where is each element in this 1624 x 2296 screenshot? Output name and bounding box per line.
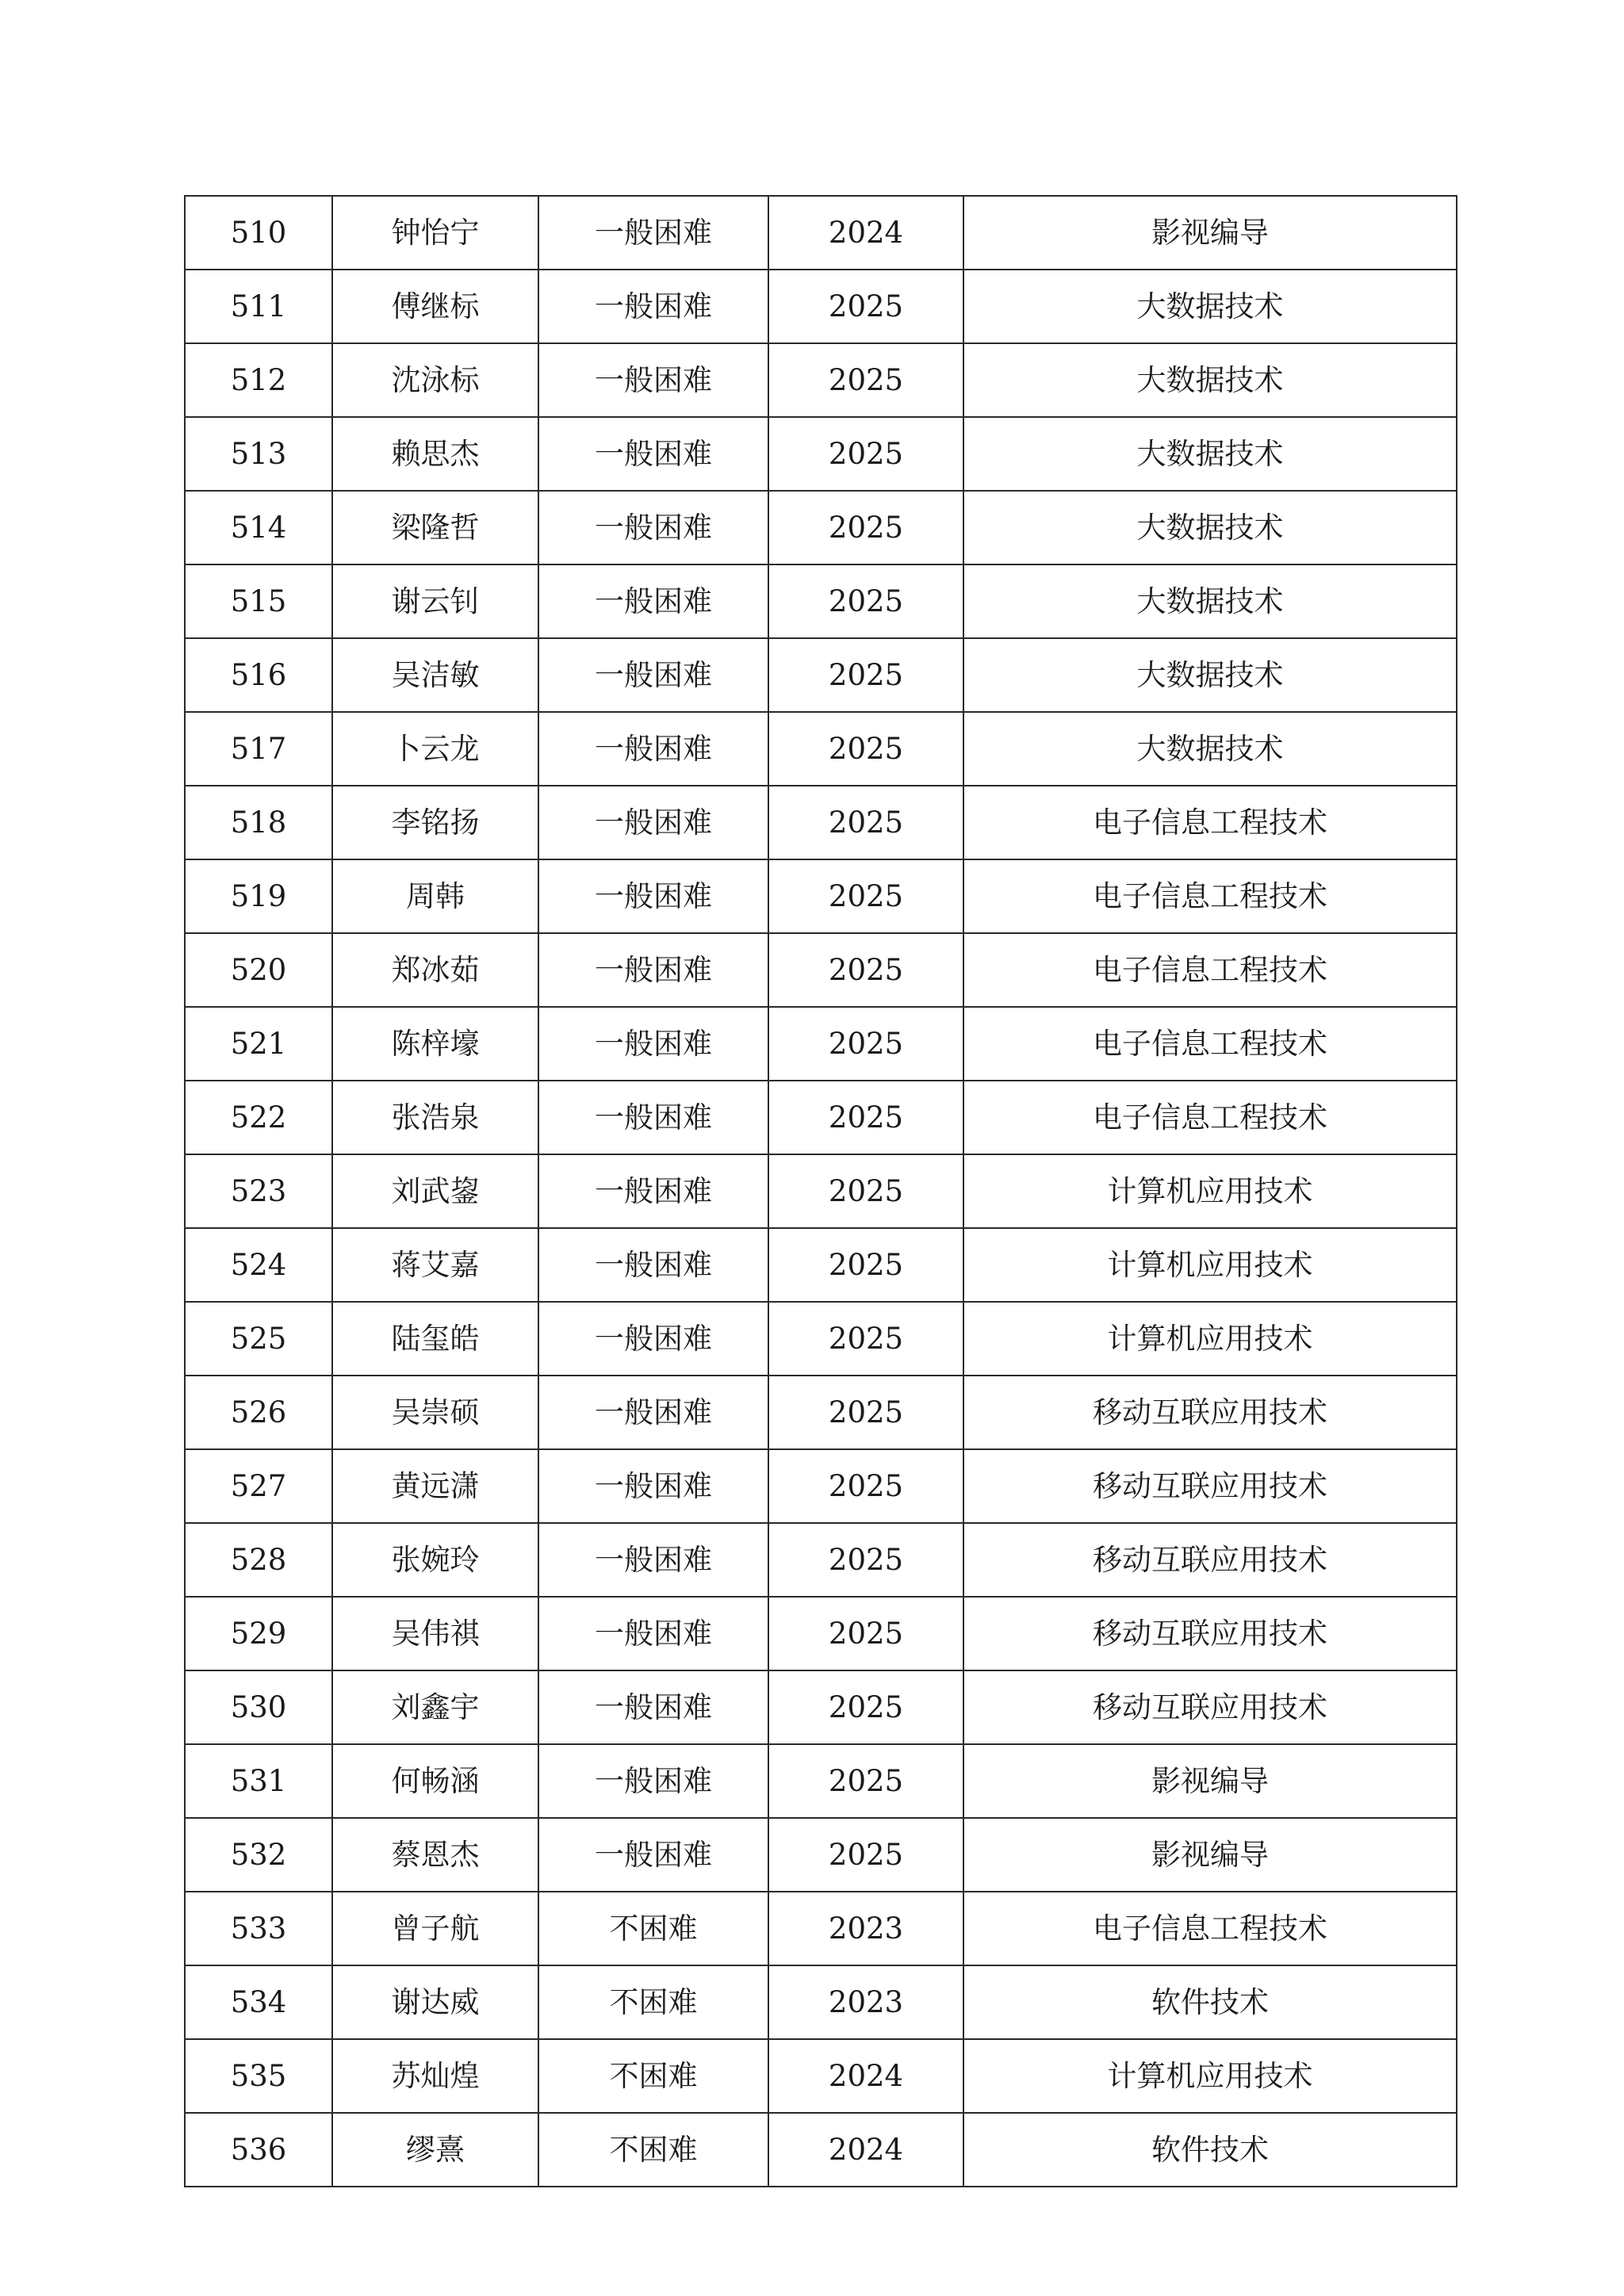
cell-major: 移动互联应用技术 <box>963 1449 1457 1523</box>
cell-level: 一般困难 <box>538 638 768 712</box>
cell-year: 2025 <box>768 1376 963 1449</box>
cell-no: 511 <box>185 270 332 343</box>
table-row <box>185 712 1457 786</box>
cell-no: 510 <box>185 196 332 270</box>
cell-name: 吴伟祺 <box>332 1597 538 1670</box>
cell-no: 519 <box>185 859 332 933</box>
cell-no: 528 <box>185 1523 332 1597</box>
cell-major: 大数据技术 <box>963 417 1457 491</box>
cell-name: 黄远潇 <box>332 1449 538 1523</box>
cell-year: 2024 <box>768 2113 963 2187</box>
cell-year: 2024 <box>768 2039 963 2113</box>
cell-level: 一般困难 <box>538 1154 768 1228</box>
cell-no: 514 <box>185 491 332 564</box>
cell-no: 530 <box>185 1670 332 1744</box>
cell-no: 521 <box>185 1007 332 1081</box>
table-row <box>185 1081 1457 1154</box>
cell-name: 刘武鋆 <box>332 1154 538 1228</box>
cell-year: 2025 <box>768 859 963 933</box>
cell-level: 一般困难 <box>538 1081 768 1154</box>
cell-major: 大数据技术 <box>963 270 1457 343</box>
table-row <box>185 1892 1457 1965</box>
cell-name: 沈泳标 <box>332 343 538 417</box>
cell-major: 影视编导 <box>963 1744 1457 1818</box>
cell-level: 不困难 <box>538 1892 768 1965</box>
cell-major: 电子信息工程技术 <box>963 786 1457 859</box>
cell-major: 软件技术 <box>963 2113 1457 2187</box>
table-row <box>185 1302 1457 1376</box>
cell-name: 缪熹 <box>332 2113 538 2187</box>
cell-name: 陆玺皓 <box>332 1302 538 1376</box>
table-row <box>185 1965 1457 2039</box>
table-row <box>185 2039 1457 2113</box>
cell-name: 吴崇硕 <box>332 1376 538 1449</box>
table-row <box>185 1523 1457 1597</box>
cell-no: 512 <box>185 343 332 417</box>
cell-no: 534 <box>185 1965 332 2039</box>
cell-level: 一般困难 <box>538 343 768 417</box>
cell-level: 一般困难 <box>538 270 768 343</box>
cell-level: 一般困难 <box>538 196 768 270</box>
cell-name: 吴洁敏 <box>332 638 538 712</box>
cell-level: 一般困难 <box>538 1744 768 1818</box>
cell-year: 2025 <box>768 564 963 638</box>
cell-major: 影视编导 <box>963 1818 1457 1892</box>
cell-major: 大数据技术 <box>963 343 1457 417</box>
cell-name: 刘鑫宇 <box>332 1670 538 1744</box>
cell-name: 郑冰茹 <box>332 933 538 1007</box>
table-row <box>185 1376 1457 1449</box>
cell-major: 大数据技术 <box>963 712 1457 786</box>
cell-level: 不困难 <box>538 2039 768 2113</box>
cell-major: 移动互联应用技术 <box>963 1597 1457 1670</box>
cell-no: 531 <box>185 1744 332 1818</box>
cell-level: 一般困难 <box>538 417 768 491</box>
cell-name: 曾子航 <box>332 1892 538 1965</box>
table-row <box>185 1449 1457 1523</box>
cell-major: 大数据技术 <box>963 564 1457 638</box>
cell-year: 2025 <box>768 1081 963 1154</box>
table-row <box>185 1670 1457 1744</box>
cell-level: 一般困难 <box>538 859 768 933</box>
cell-year: 2025 <box>768 270 963 343</box>
cell-no: 536 <box>185 2113 332 2187</box>
cell-year: 2025 <box>768 343 963 417</box>
cell-no: 533 <box>185 1892 332 1965</box>
student-roster-table <box>184 195 1457 2187</box>
cell-major: 计算机应用技术 <box>963 1154 1457 1228</box>
cell-year: 2025 <box>768 417 963 491</box>
cell-no: 527 <box>185 1449 332 1523</box>
cell-major: 电子信息工程技术 <box>963 859 1457 933</box>
table-row <box>185 1154 1457 1228</box>
cell-level: 不困难 <box>538 1965 768 2039</box>
cell-name: 苏灿煌 <box>332 2039 538 2113</box>
cell-major: 移动互联应用技术 <box>963 1523 1457 1597</box>
cell-major: 大数据技术 <box>963 638 1457 712</box>
cell-no: 526 <box>185 1376 332 1449</box>
cell-year: 2025 <box>768 1744 963 1818</box>
cell-major: 大数据技术 <box>963 491 1457 564</box>
cell-name: 卜云龙 <box>332 712 538 786</box>
table-row <box>185 343 1457 417</box>
cell-year: 2025 <box>768 1228 963 1302</box>
cell-year: 2025 <box>768 712 963 786</box>
cell-no: 529 <box>185 1597 332 1670</box>
table-row <box>185 786 1457 859</box>
cell-no: 535 <box>185 2039 332 2113</box>
cell-year: 2023 <box>768 1892 963 1965</box>
cell-level: 一般困难 <box>538 1670 768 1744</box>
table-row <box>185 564 1457 638</box>
cell-major: 移动互联应用技术 <box>963 1670 1457 1744</box>
cell-level: 一般困难 <box>538 1302 768 1376</box>
cell-name: 赖思杰 <box>332 417 538 491</box>
cell-major: 影视编导 <box>963 196 1457 270</box>
table-row <box>185 196 1457 270</box>
cell-major: 计算机应用技术 <box>963 1228 1457 1302</box>
cell-level: 一般困难 <box>538 491 768 564</box>
cell-level: 一般困难 <box>538 1376 768 1449</box>
cell-major: 电子信息工程技术 <box>963 1892 1457 1965</box>
cell-name: 张婉玲 <box>332 1523 538 1597</box>
cell-year: 2025 <box>768 1007 963 1081</box>
cell-year: 2025 <box>768 1818 963 1892</box>
roster-body <box>185 196 1457 2187</box>
cell-no: 524 <box>185 1228 332 1302</box>
cell-year: 2024 <box>768 196 963 270</box>
cell-level: 一般困难 <box>538 564 768 638</box>
cell-year: 2025 <box>768 1449 963 1523</box>
cell-name: 周韩 <box>332 859 538 933</box>
cell-level: 一般困难 <box>538 786 768 859</box>
cell-no: 522 <box>185 1081 332 1154</box>
cell-major: 电子信息工程技术 <box>963 1081 1457 1154</box>
cell-level: 一般困难 <box>538 1449 768 1523</box>
cell-no: 532 <box>185 1818 332 1892</box>
cell-level: 一般困难 <box>538 1228 768 1302</box>
cell-year: 2023 <box>768 1965 963 2039</box>
cell-no: 515 <box>185 564 332 638</box>
cell-level: 一般困难 <box>538 1523 768 1597</box>
table-row <box>185 638 1457 712</box>
table-row <box>185 491 1457 564</box>
cell-name: 陈梓壕 <box>332 1007 538 1081</box>
cell-level: 一般困难 <box>538 712 768 786</box>
cell-name: 钟怡宁 <box>332 196 538 270</box>
cell-name: 张浩泉 <box>332 1081 538 1154</box>
cell-major: 软件技术 <box>963 1965 1457 2039</box>
table-row <box>185 417 1457 491</box>
cell-no: 516 <box>185 638 332 712</box>
cell-no: 518 <box>185 786 332 859</box>
cell-name: 梁隆哲 <box>332 491 538 564</box>
cell-no: 520 <box>185 933 332 1007</box>
cell-year: 2025 <box>768 1154 963 1228</box>
cell-year: 2025 <box>768 1302 963 1376</box>
cell-name: 蒋艾嘉 <box>332 1228 538 1302</box>
cell-level: 一般困难 <box>538 1007 768 1081</box>
cell-level: 不困难 <box>538 2113 768 2187</box>
cell-name: 何畅涵 <box>332 1744 538 1818</box>
cell-major: 移动互联应用技术 <box>963 1376 1457 1449</box>
cell-year: 2025 <box>768 933 963 1007</box>
cell-year: 2025 <box>768 638 963 712</box>
table-row <box>185 1744 1457 1818</box>
table-row <box>185 933 1457 1007</box>
cell-year: 2025 <box>768 786 963 859</box>
cell-year: 2025 <box>768 491 963 564</box>
cell-level: 一般困难 <box>538 1818 768 1892</box>
cell-no: 523 <box>185 1154 332 1228</box>
cell-name: 谢云钊 <box>332 564 538 638</box>
cell-major: 计算机应用技术 <box>963 1302 1457 1376</box>
cell-name: 傅继标 <box>332 270 538 343</box>
table-row <box>185 1597 1457 1670</box>
cell-no: 517 <box>185 712 332 786</box>
table-row <box>185 1818 1457 1892</box>
cell-major: 电子信息工程技术 <box>963 933 1457 1007</box>
cell-name: 谢达威 <box>332 1965 538 2039</box>
table-row <box>185 1007 1457 1081</box>
cell-level: 一般困难 <box>538 1597 768 1670</box>
cell-level: 一般困难 <box>538 933 768 1007</box>
table-row <box>185 270 1457 343</box>
cell-major: 计算机应用技术 <box>963 2039 1457 2113</box>
cell-no: 525 <box>185 1302 332 1376</box>
table-row <box>185 2113 1457 2187</box>
cell-name: 蔡恩杰 <box>332 1818 538 1892</box>
table-row <box>185 859 1457 933</box>
cell-year: 2025 <box>768 1523 963 1597</box>
cell-major: 电子信息工程技术 <box>963 1007 1457 1081</box>
cell-no: 513 <box>185 417 332 491</box>
cell-year: 2025 <box>768 1597 963 1670</box>
table-row <box>185 1228 1457 1302</box>
cell-year: 2025 <box>768 1670 963 1744</box>
cell-name: 李铭扬 <box>332 786 538 859</box>
